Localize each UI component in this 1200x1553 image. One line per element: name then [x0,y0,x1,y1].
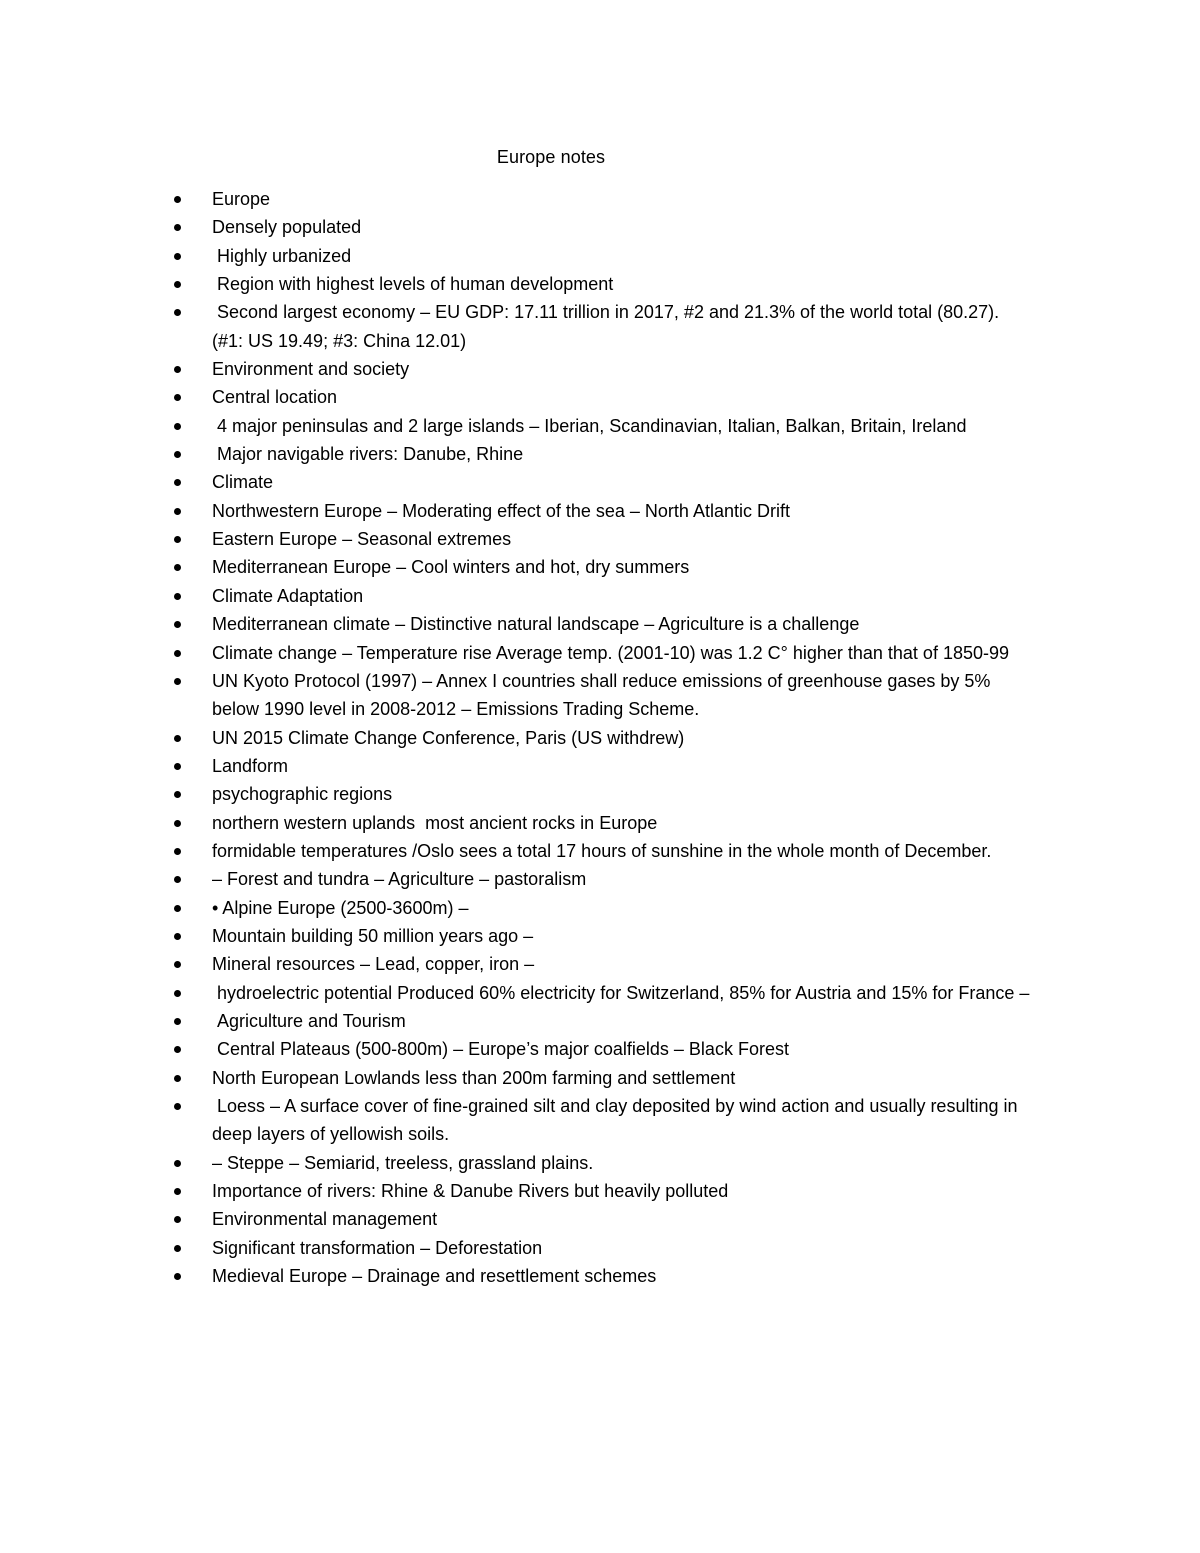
list-item [165,412,1035,440]
list-item [165,213,1035,241]
bullet-icon [174,1216,181,1223]
list-item [165,185,1035,213]
list-item-text: • Alpine Europe (2500-3600m) – [212,897,469,918]
list-item [165,894,1035,922]
bullet-icon [174,1018,181,1025]
list-item-text: Europe [212,189,271,209]
bullet-icon [174,1075,181,1082]
list-item [165,1149,1035,1177]
bullet-icon [174,564,181,571]
bullet-icon [174,224,181,231]
list-item-text: Climate Adaptation [212,585,364,606]
list-item [165,752,1035,780]
bullet-icon [174,366,181,373]
list-item-text: Medieval Europe – Drainage and resettlement schemes [212,1266,657,1287]
list-item-text: hydroelectric potential Produced 60% electricity for Switzerland, 85% for Austria and 15% for France – [212,982,1030,1003]
list-item-text: Environment and society [212,359,410,380]
list-item-text: formidable temperatures /Oslo sees a total 17 hours of sunshine in the whole month of December. [212,840,992,861]
bullet-icon [174,735,181,742]
bullet-icon [174,905,181,912]
list-item-text: Region with highest levels of human development [212,274,614,295]
bullet-icon [174,763,181,770]
list-item [165,525,1035,553]
list-item [165,837,1035,865]
list-item [165,610,1035,638]
bullet-icon [174,621,181,628]
list-item [165,865,1035,893]
bullet-icon [174,1245,181,1252]
list-item [165,724,1035,752]
bullet-icon [174,791,181,798]
list-item-text: Densely populated [212,217,362,238]
list-item-text: northern western uplands most ancient rocks in Europe [212,812,658,833]
bullet-icon [174,253,181,260]
bullet-icon [174,1273,181,1280]
list-item-text: Environmental management [212,1209,438,1230]
list-item-text: – Steppe – Semiarid, treeless, grassland plains. [212,1152,594,1173]
list-item-text: Landform [212,755,289,776]
bullet-icon [174,848,181,855]
notes-list [165,185,1035,1290]
list-item-text: Mineral resources – Lead, copper, iron – [212,954,535,975]
list-item [165,780,1035,808]
list-item-text: Second largest economy – EU GDP: 17.11 trillion in 2017, #2 and 21.3% of the world total (80.27). (#1: US 19.49; #3: China 12.01) [212,302,1005,351]
list-item-text: Central Plateaus (500-800m) – Europe’s major coalfields – Black Forest [212,1039,789,1060]
bullet-icon [174,678,181,685]
list-item-text: Northwestern Europe – Moderating effect of the sea – North Atlantic Drift [212,500,790,521]
bullet-icon [174,196,181,203]
list-item [165,1177,1035,1205]
bullet-icon [174,1160,181,1167]
list-item [165,553,1035,581]
list-item-text: North European Lowlands less than 200m farming and settlement [212,1067,736,1088]
list-item-text: 4 major peninsulas and 2 large islands – Iberian, Scandinavian, Italian, Balkan, Britain, Ireland [212,415,967,436]
bullet-icon [174,593,181,600]
list-item [165,639,1035,667]
list-item [165,950,1035,978]
bullet-icon [174,1188,181,1195]
bullet-icon [174,309,181,316]
list-item [165,922,1035,950]
list-item-text: UN 2015 Climate Change Conference, Paris (US withdrew) [212,727,685,748]
bullet-icon [174,536,181,543]
bullet-icon [174,423,181,430]
list-item-text: Importance of rivers: Rhine & Danube Rivers but heavily polluted [212,1181,729,1202]
list-item [165,497,1035,525]
list-item-text: Mountain building 50 million years ago – [212,925,534,946]
bullet-icon [174,281,181,288]
bullet-icon [174,1103,181,1110]
list-item [165,1262,1035,1290]
list-item [165,298,1035,355]
list-item [165,383,1035,411]
bullet-icon [174,479,181,486]
bullet-icon [174,451,181,458]
list-item-text: Significant transformation – Deforestation [212,1237,543,1258]
list-item-text: Climate change – Temperature rise Average temp. (2001-10) was 1.2 C° higher than that of 1850-99 [212,642,1010,663]
list-item-text: – Forest and tundra – Agriculture – pastoralism [212,869,587,890]
list-item-text: Agriculture and Tourism [212,1010,406,1031]
list-item-text: Climate [212,472,274,493]
list-item [165,1007,1035,1035]
bullet-icon [174,1046,181,1053]
list-item-text: Major navigable rivers: Danube, Rhine [212,444,524,465]
bullet-icon [174,650,181,657]
bullet-icon [174,990,181,997]
page-title: Europe notes [496,147,606,167]
list-item [165,440,1035,468]
list-item [165,355,1035,383]
list-item [165,809,1035,837]
list-item-text: Mediterranean climate – Distinctive natural landscape – Agriculture is a challenge [212,614,860,635]
list-item-text: UN Kyoto Protocol (1997) – Annex I countries shall reduce emissions of greenhouse gases by 5% below 1990 level in 2008-2012 – Emissions Trading Scheme. [212,670,996,720]
bullet-icon [174,961,181,968]
list-item [165,582,1035,610]
list-item-text: Eastern Europe – Seasonal extremes [212,529,512,550]
list-item [165,1035,1035,1063]
bullet-icon [174,876,181,883]
list-item [165,468,1035,496]
list-item [165,1064,1035,1092]
list-item-text: Mediterranean Europe – Cool winters and hot, dry summers [212,557,690,578]
list-item [165,979,1035,1007]
list-item [165,1234,1035,1262]
list-item [165,270,1035,298]
list-item [165,242,1035,270]
list-item [165,1205,1035,1233]
list-item-text: psychographic regions [212,784,393,805]
list-item [165,667,1035,724]
list-item-text: Loess – A surface cover of fine-grained silt and clay deposited by wind action and usually resulting in deep layers of yellowish soils. [212,1096,1023,1145]
list-item-text: Central location [212,387,338,408]
bullet-icon [174,394,181,401]
list-item-text: Highly urbanized [212,245,352,266]
bullet-icon [174,820,181,827]
bullet-icon [174,508,181,515]
list-item [165,1092,1035,1149]
bullet-icon [174,933,181,940]
